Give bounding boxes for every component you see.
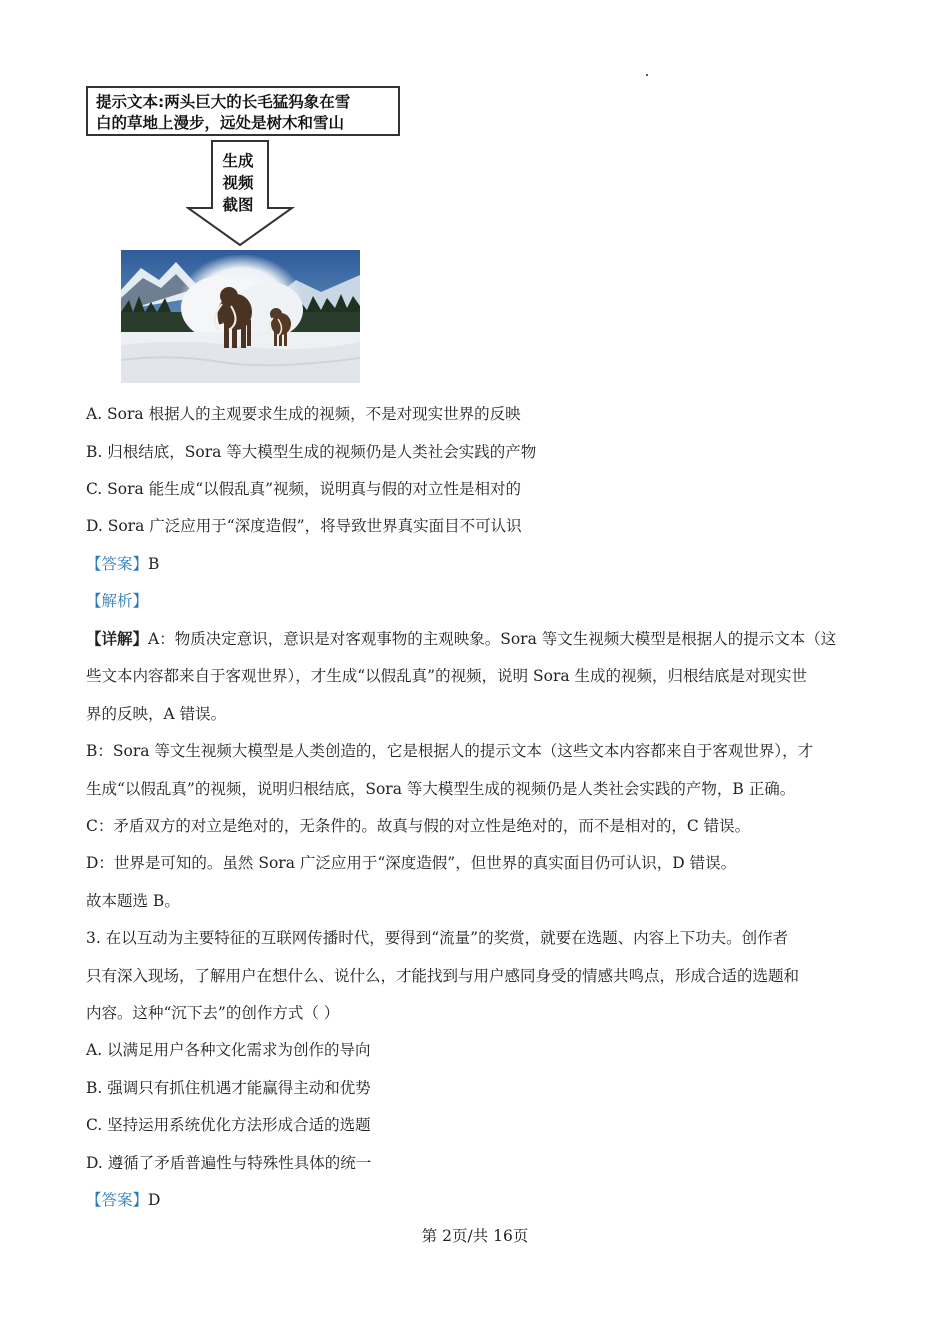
detail-line-8: 故本题选 B。 [86,892,180,910]
q3-option-b: B. 强调只有抓住机遇才能赢得主动和优势 [86,1079,371,1097]
q2-option-a: A. Sora 根据人的主观要求生成的视频，不是对现实世界的反映 [86,405,521,423]
detail-line-1 [86,629,876,649]
stray-dot [646,74,648,76]
detail-line-7: D：世界是可知的。虽然 Sora 广泛应用于“深度造假”，但世界的真实面目仍可认识，D 错误。 [86,854,737,872]
detail-line-4: B：Sora 等文生视频大模型是人类创造的，它是根据人的提示文本（这些文本内容都来自于客观世界），才 [86,742,814,760]
q3-option-c: C. 坚持运用系统优化方法形成合适的选题 [86,1116,371,1134]
arrow-label-line-1: 生成 [222,152,254,170]
q3-answer: D [148,1191,161,1209]
detail-tag: 【详解】 [86,629,149,648]
answer-tag: 【答案】 [86,1191,149,1209]
q3-answer-line [86,1190,876,1210]
q3-stem-line-1: 3. 在以互动为主要特征的互联网传播时代，要得到“流量”的奖赏，就要在选题、内容上下功夫。创作者 [86,929,789,947]
prompt-text-box [86,86,400,136]
q3-stem-line-2: 只有深入现场，了解用户在想什么、说什么，才能找到与用户感同身受的情感共鸣点，形成合适的选题和 [86,967,800,985]
q3-stem-line-3: 内容。这种“沉下去”的创作方式（ ） [86,1004,340,1022]
q2-option-c: C. Sora 能生成“以假乱真”视频，说明真与假的对立性是相对的 [86,480,522,498]
detail-text: A：物质决定意识，意识是对客观事物的主观映象。Sora 等文生视频大模型是根据人的提示文本（这 [148,630,837,648]
q2-option-b: B. 归根结底，Sora 等大模型生成的视频仍是人类社会实践的产物 [86,443,537,461]
arrow-label-line-2: 视频 [222,174,254,192]
detail-line-6: C：矛盾双方的对立是绝对的，无条件的。故真与假的对立性是绝对的，而不是相对的，C 错误。 [86,817,751,835]
q2-answer-line [86,554,876,574]
page-footer: 第 2页/共 16页 [421,1227,529,1245]
prompt-line-1: 提示文本:两头巨大的长毛猛犸象在雪 [96,93,351,111]
detail-line-3: 界的反映，A 错误。 [86,705,227,723]
arrow-label [212,150,264,216]
prompt-line-2: 白的草地上漫步，远处是树木和雪山 [96,114,345,132]
analysis-tag: 【解析】 [86,592,149,610]
detail-line-2: 些文本内容都来自于客观世界），才生成“以假乱真”的视频，说明 Sora 生成的视频，归根结底是对现实世 [86,667,808,685]
q2-answer: B [148,555,160,573]
arrow-label-line-3: 截图 [222,196,254,214]
q3-option-d: D. 遵循了矛盾普遍性与特殊性具体的统一 [86,1154,372,1172]
q2-option-d: D. Sora 广泛应用于“深度造假”，将导致世界真实面目不可认识 [86,517,522,535]
q3-option-a: A. 以满足用户各种文化需求为创作的导向 [86,1041,371,1059]
detail-line-5: 生成“以假乱真”的视频，说明归根结底，Sora 等大模型生成的视频仍是人类社会实践的产物，B 正确。 [86,780,796,798]
mammoth-video-frame-image [121,250,360,383]
answer-tag: 【答案】 [86,555,149,573]
